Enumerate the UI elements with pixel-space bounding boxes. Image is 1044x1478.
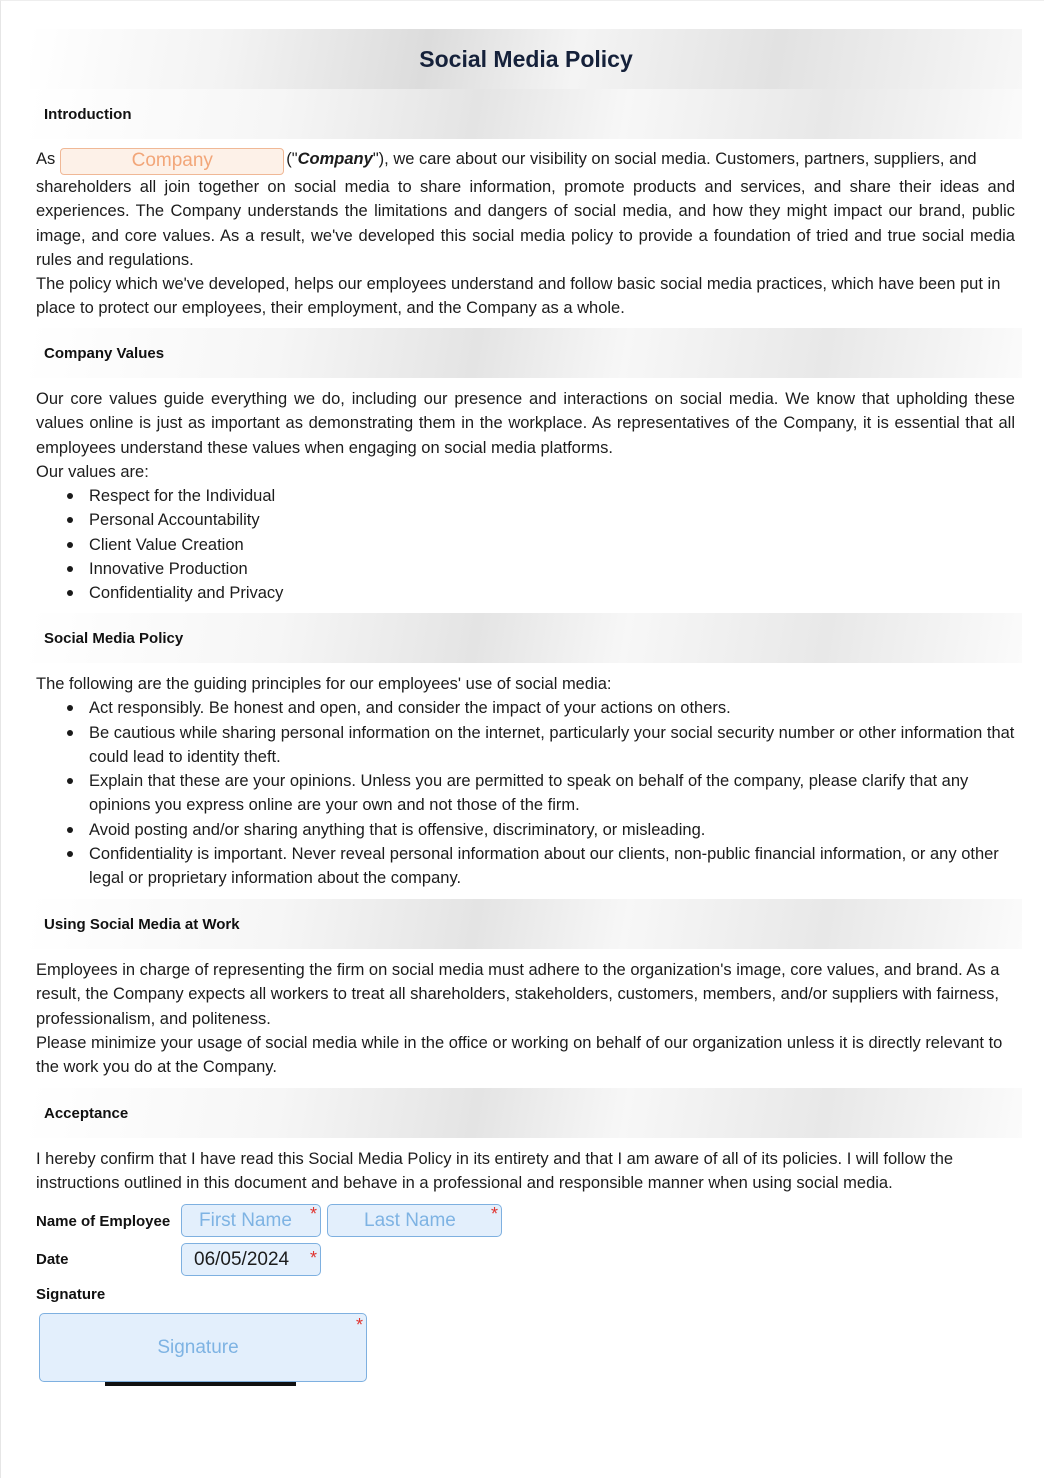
section-heading-label: Acceptance <box>44 1104 129 1122</box>
list-item: Confidentiality and Privacy <box>36 581 1015 605</box>
introduction-paragraph-2: The policy which we've developed, helps our employees understand and follow basic social media practices, which have been put in place to protect our employees, their employment, and the Company as a whole. <box>36 275 1001 318</box>
first-name-input[interactable] <box>181 1204 321 1237</box>
section-heading-acceptance <box>30 1088 1022 1138</box>
acceptance-body <box>36 1147 1015 1196</box>
list-item: Be cautious while sharing personal information on the internet, particularly your social security number or other information that could lead to identity theft. <box>36 721 1015 770</box>
section-heading-label: Using Social Media at Work <box>44 915 240 933</box>
intro-as-word: As <box>36 150 56 168</box>
company-values-intro: Our values are: <box>36 462 149 481</box>
using-at-work-paragraph-1: Employees in charge of representing the firm on social media must adhere to the organization's image, core values, and brand. As a result, the Company expects all workers to treat all shareholders, stakeholders, customers, members, and/or suppliers with fairness, professionalism, and politeness. <box>36 961 1000 1028</box>
list-item: Client Value Creation <box>36 533 1015 557</box>
section-heading-company-values <box>30 328 1022 378</box>
signature-field[interactable] <box>39 1313 367 1382</box>
section-heading-introduction <box>30 89 1022 139</box>
company-values-paragraph: Our core values guide everything we do, including our presence and interactions on social media. We know that upholding these values online is just as important as demonstrating them in the workplace. As representatives of the Company, it is essential that all employees understand these values when engaging on social media platforms. <box>36 390 1015 457</box>
list-item: Avoid posting and/or sharing anything that is offensive, discriminatory, or misleading. <box>36 818 1015 842</box>
list-item: Explain that these are your opinions. Unless you are permitted to speak on behalf of the company, please clarify that any opinions you express online are your own and not those of the firm. <box>36 769 1015 818</box>
social-media-policy-body <box>36 672 1015 891</box>
last-name-placeholder: Last Name <box>364 1209 456 1231</box>
list-item: Confidentiality is important. Never reveal personal information about our clients, non-public financial information, or any other legal or proprietary information about the company. <box>36 842 1015 891</box>
company-name-field[interactable]: Company <box>60 148 284 175</box>
company-term: Company <box>297 150 373 168</box>
signature-label: Signature <box>36 1286 106 1303</box>
introduction-body <box>36 147 1015 321</box>
required-marker: * <box>490 1204 498 1224</box>
signature-placeholder: Signature <box>157 1336 239 1358</box>
intro-line1-rest: "), we care about our visibility on social media. Customers, partners, suppliers, and <box>372 150 977 168</box>
using-at-work-paragraph-2: Please minimize your usage of social media while in the office or working on behalf of our organization unless it is directly relevant to the work you do at the Company. <box>36 1033 1003 1077</box>
last-name-input[interactable] <box>327 1204 502 1237</box>
required-marker: * <box>355 1315 363 1335</box>
using-at-work-body <box>36 958 1015 1079</box>
signature-underline <box>105 1382 296 1386</box>
list-item: Respect for the Individual <box>36 484 1015 508</box>
date-input[interactable] <box>181 1243 321 1276</box>
page-title: Social Media Policy <box>419 45 633 72</box>
date-label: Date <box>36 1251 69 1268</box>
title-banner <box>30 29 1022 89</box>
introduction-paragraph-1: shareholders all join together on social media to share information, promote products and services, and share their ideas and experiences. The Company understands the limitations and dangers of social media, and how they might impact our brand, public image, and core values. As a result, we've developed this social media policy to provide a foundation of tried and true social media rules and regulations. <box>36 178 1015 269</box>
section-heading-label: Company Values <box>44 344 165 362</box>
section-heading-social-media-policy <box>30 613 1022 663</box>
list-item: Innovative Production <box>36 557 1015 581</box>
section-heading-label: Introduction <box>44 105 132 123</box>
introduction-first-line <box>36 147 1015 175</box>
social-media-policy-intro: The following are the guiding principles for our employees' use of social media: <box>36 675 612 693</box>
company-values-body <box>36 387 1015 606</box>
list-item: Act responsibly. Be honest and open, and consider the impact of your actions on others. <box>36 696 1015 720</box>
intro-quote-open: (" <box>286 150 298 168</box>
required-marker: * <box>309 1248 317 1268</box>
required-marker: * <box>309 1204 317 1224</box>
employee-name-label: Name of Employee <box>36 1213 171 1230</box>
company-values-list <box>36 484 1015 605</box>
date-value: 06/05/2024 <box>194 1248 290 1270</box>
section-heading-using-social-media-at-work <box>30 899 1022 949</box>
guiding-principles-list <box>36 696 1015 890</box>
list-item: Personal Accountability <box>36 508 1015 532</box>
first-name-placeholder: First Name <box>199 1209 292 1231</box>
acceptance-paragraph: I hereby confirm that I have read this Social Media Policy in its entirety and that I am aware of all of its policies. I will follow the instructions outlined in this document and behave in a professional and responsible manner when using social media. <box>36 1150 954 1193</box>
section-heading-label: Social Media Policy <box>44 629 184 647</box>
